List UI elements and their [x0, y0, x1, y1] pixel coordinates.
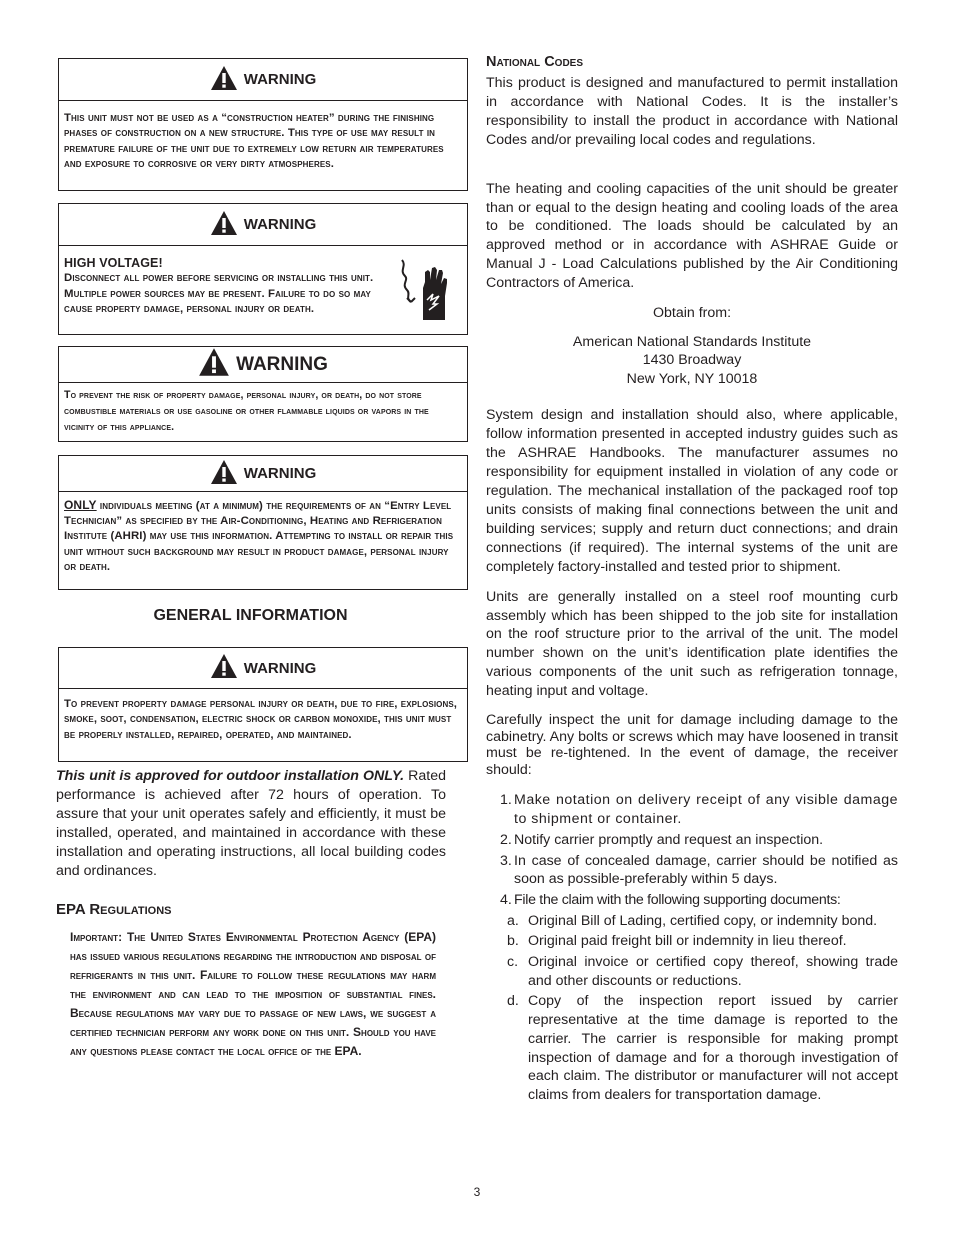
warning-text: individuals meeting (at a minimum) the requirements of an “Entry Level Technician” as specified by the Air-Conditioning, Heating and Refrigeration Institute (AHRI) may use this information. Attempting to install or repair this unit without such background may result in product damage, personal injury or death. [64, 500, 454, 573]
warning-box-fire-explosion [58, 647, 468, 762]
national-codes-paragraph-3: System design and installation should also, where applicable, follow information presented in accepted industry guides such as the ASHRAE Handbooks. The manufacturer assumes no responsibility for equipment installed in violation of any code or regulation. The mechanical installation of the packaged roof top units consists of making final connections between the unit and building services; supply and return duct connections; and drain connections (if required). The internal systems of the unit are completely factory-installed and tested prior to shipment. [486, 407, 898, 575]
list-item: c. Original invoice or certified copy thereof, showing trade and other discounts or reductions. [507, 954, 898, 989]
epa-text: Important: The United States Environmental Protection Agency (EPA) has issued various regulations regarding the introduction and disposal of refrigerants in this unit. Failure to follow these regulations may harm the environment and can lead to the imposition of substantial fines. Because regulations may vary due to passage of new laws, we suggest a certified technician perform any work done on this unit. Should you have any questions please contact the local office of the EPA. [70, 930, 436, 1058]
warning-header [59, 59, 467, 101]
warning-text: To prevent the risk of property damage, personal injury, or death, do not store combustible materials or use gasoline or other flammable liquids or vapors in the vicinity of this appliance. [64, 389, 429, 433]
warning-triangle-icon [210, 459, 238, 489]
address-line-2: 1430 Broadway [642, 352, 742, 369]
page-number: 3 [473, 1185, 481, 1199]
warning-header [59, 456, 467, 492]
epa-section [56, 901, 436, 1061]
national-codes-section [486, 54, 898, 1107]
general-intro-text: Rated performance is achieved after 72 hours of operation. To assure that your unit operates safely and efficiently, it must be installed, operated, and maintained in accordance with these installation and operating instructions, all local building codes and ordinances. [56, 768, 446, 879]
warning-triangle-icon [210, 653, 238, 683]
national-codes-heading: National Codes [486, 54, 584, 70]
warning-triangle-icon [198, 347, 230, 383]
warning-title: WARNING [236, 353, 328, 375]
warning-body [59, 492, 467, 579]
warning-text: This unit must not be used as a “construction heater” during the finishing phases of construction on a new structure. This type of use may result in premature failure of the unit due to extremely low return air temperatures and exposure to corrosive or very dirty atmospheres. [64, 112, 444, 171]
national-codes-paragraph-1: This product is designed and manufactured to permit installation in accordance with National Codes. It is the installer’s responsibility to install the product in accordance with National Codes and/or prevailing local codes and regulations. [486, 75, 898, 148]
warning-header [59, 648, 467, 689]
supporting-documents-list [486, 912, 898, 1105]
warning-lead: HIGH VOLTAGE! [64, 256, 163, 270]
warning-box-technician [58, 455, 468, 590]
warning-box-construction-heater [58, 58, 468, 191]
list-item: b. Original paid freight bill or indemnity in lieu thereof. [507, 933, 847, 950]
outdoor-approval-note: This unit is approved for outdoor installation ONLY. [56, 768, 405, 784]
warning-title: WARNING [243, 465, 317, 482]
warning-text: Disconnect all power before servicing or installing this unit. Multiple power sources may be present. Failure to do so may cause property damage, personal injury or death. [64, 272, 374, 316]
warning-header [59, 204, 467, 246]
general-intro [56, 767, 446, 880]
warning-box-high-voltage [58, 203, 468, 335]
national-codes-paragraph-2: The heating and cooling capacities of the unit should be greater than or equal to the design heating and cooling loads of the area to be conditioned. The loads should be calculated by an approved method or in accordance with ASHRAE Guide or Manual J - Load Calculations published by the Air Conditioning Contractors of America. [486, 180, 898, 292]
list-item: 4. File the claim with the following supporting documents: [500, 891, 841, 908]
warning-title: WARNING [243, 216, 317, 233]
warning-triangle-icon [210, 65, 238, 95]
general-information-heading: GENERAL INFORMATION [153, 607, 348, 624]
general-intro-paragraph [56, 767, 446, 880]
warning-triangle-icon [210, 210, 238, 240]
warning-title: WARNING [243, 71, 317, 88]
national-codes-paragraph-5: Carefully inspect the unit for damage including damage to the cabinetry. Any bolts or screws which may have loosened in transit must be re-tightened. In the event of damage, the receiver should: [486, 712, 898, 778]
epa-heading: EPA Regulations [56, 901, 172, 918]
list-item: 2. Notify carrier promptly and request an inspection. [500, 831, 824, 848]
list-item: 3. In case of concealed damage, carrier should be notified as soon as possible-preferably within 5 days. [500, 852, 898, 888]
obtain-from-label: Obtain from: [652, 305, 732, 322]
warning-box-combustibles [58, 346, 468, 442]
list-item: 1. Make notation on delivery receipt of any visible damage to shipment or container. [500, 792, 898, 828]
address-block [486, 333, 898, 389]
warning-header [59, 347, 467, 383]
electric-shock-hand-icon [397, 258, 453, 331]
list-item: d. Copy of the inspection report issued by carrier representative at the time damage is reported to the carrier. The carrier is responsible for making prompt inspection of damage and for a thorough investigation of each claim. The distributor or manufacturer will not accept claims from dealers for transportation damage. [507, 993, 898, 1103]
warning-lead: ONLY [64, 498, 97, 512]
address-line-3: New York, NY 10018 [626, 370, 758, 387]
warning-text: To prevent property damage personal injury or death, due to fire, explosions, smoke, soot, condensation, electric shock or carbon monoxide, this unit must be properly installed, repaired, operated, and maintained. [64, 698, 458, 741]
national-codes-paragraph-4: Units are generally installed on a steel roof mounting curb assembly which has been shipped to the job site for installation on the roof structure prior to the arrival of the unit. The model number shown on the unit’s identification plate identifies the various components of the unit such as refrigeration tonnage, heating input and voltage. [486, 588, 898, 700]
list-item: a. Original Bill of Lading, certified copy, or indemnity bond. [507, 912, 878, 929]
warning-title: WARNING [243, 659, 317, 677]
receiver-steps-list [486, 791, 898, 909]
address-line-1: American National Standards Institute [572, 333, 812, 350]
